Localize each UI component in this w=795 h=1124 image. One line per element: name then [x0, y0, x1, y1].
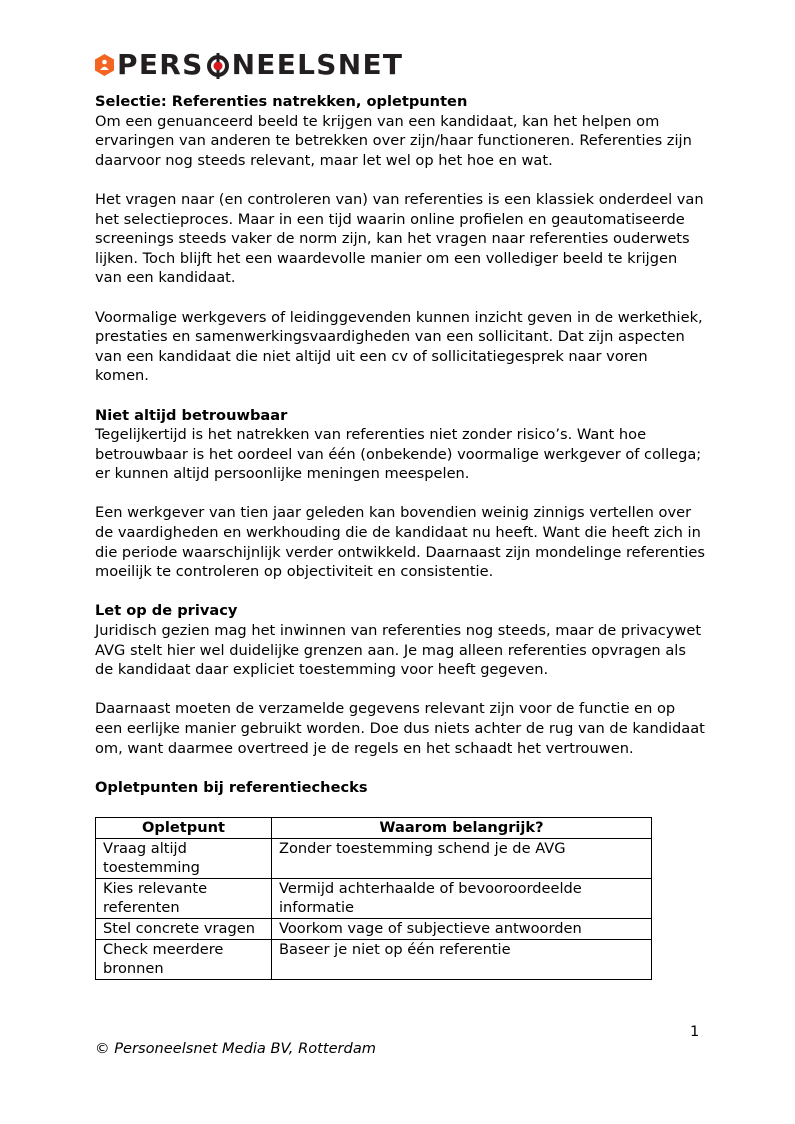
document-title: Selectie: Referenties natrekken, opletpunten [95, 93, 468, 110]
logo-text-right: NEELSNET [231, 48, 404, 81]
section-heading-privacy: Let op de privacy [95, 602, 238, 620]
footer-copyright: © Personeelsnet Media BV, Rotterdam [95, 1040, 376, 1057]
section-heading-checkpoints: Opletpunten bij referentiechecks [95, 778, 368, 796]
table-cell: Zonder toestemming schend je de AVG [272, 838, 652, 878]
table-cell: Kies relevante referenten [96, 878, 272, 918]
table-cell: Vraag altijd toestemming [96, 838, 272, 878]
reliability-paragraph-1: Tegelijkertijd is het natrekken van referenties niet zonder risico’s. Want hoe betrouwbaar is het oordeel van één (onbekende) voormalige werkgever of collega; er kunnen altijd persoonlijke meningen meespelen. [95, 426, 702, 483]
table-header-cell: Opletpunt [96, 817, 272, 838]
logo-text-left: PERS [117, 48, 204, 81]
table-cell: Vermijd achterhaalde of bevooroordeelde informatie [272, 878, 652, 918]
table-row [96, 878, 652, 918]
personeelsnet-logo [95, 48, 403, 82]
section-heading-reliability: Niet altijd betrouwbaar [95, 406, 288, 424]
table-cell: Stel concrete vragen [96, 918, 272, 939]
intro-paragraph-3: Voormalige werkgevers of leidinggevenden kunnen inzicht geven in de werkethiek, prestaties en samenwerkingsvaardigheden van een sollicitant. Dat zijn aspecten van een kandidaat die niet altijd uit een cv of sollicitatiegesprek naar voren komen. [95, 308, 703, 385]
table-row [96, 838, 652, 878]
intro-paragraph-2: Het vragen naar (en controleren van) van referenties is een klassiek onderdeel van het selectieproces. Maar in een tijd waarin online profielen en geautomatiseerde screenings steeds vaker de norm zijn, kan het vragen naar referenties ouderwets lijken. Toch blijft het een waardevolle manier om een vollediger beeld te krijgen van een kandidaat. [95, 190, 704, 287]
person-hexagon-icon [95, 54, 114, 76]
table-cell: Check meerdere bronnen [96, 939, 272, 979]
page-number: 1 [690, 1023, 700, 1040]
table-header-cell: Waarom belangrijk? [272, 817, 652, 838]
privacy-paragraph-1: Juridisch gezien mag het inwinnen van referenties nog steeds, maar de privacywet AVG stelt hier wel duidelijke grenzen aan. Je mag alleen referenties opvragen als de kandidaat daar expliciet toestemming voor heeft gegeven. [95, 622, 702, 679]
table-cell: Voorkom vage of subjectieve antwoorden [272, 918, 652, 939]
privacy-paragraph-2: Daarnaast moeten de verzamelde gegevens relevant zijn voor de functie en op een eerlijke manier gebruikt worden. Doe dus niets achter de rug van de kandidaat om, want daarmee overtreed je de regels en het schaadt het vertrouwen. [95, 700, 705, 757]
checkpoints-table [95, 817, 652, 980]
intro-paragraph-1: Om een genuanceerd beeld te krijgen van een kandidaat, kan het helpen om ervaringen van anderen te betrekken over zijn/haar functioneren. Referenties zijn daarvoor nog steeds relevant, maar let wel op het hoe en wat. [95, 112, 692, 169]
reliability-paragraph-2: Een werkgever van tien jaar geleden kan bovendien weinig zinnigs vertellen over de vaardigheden en werkhouding die de kandidaat nu heeft. Want die heeft zich in die periode waarschijnlijk verder ontwikkeld. Daarnaast zijn mondelinge referenties moeilijk te controleren op objectiviteit en consistentie. [95, 504, 705, 581]
table-cell: Baseer je niet op één referentie [272, 939, 652, 979]
table-row [96, 939, 652, 979]
table-header-row [96, 817, 652, 838]
document-body [95, 92, 705, 980]
target-icon [205, 53, 231, 79]
table-row [96, 918, 652, 939]
logo-wordmark [117, 48, 403, 82]
